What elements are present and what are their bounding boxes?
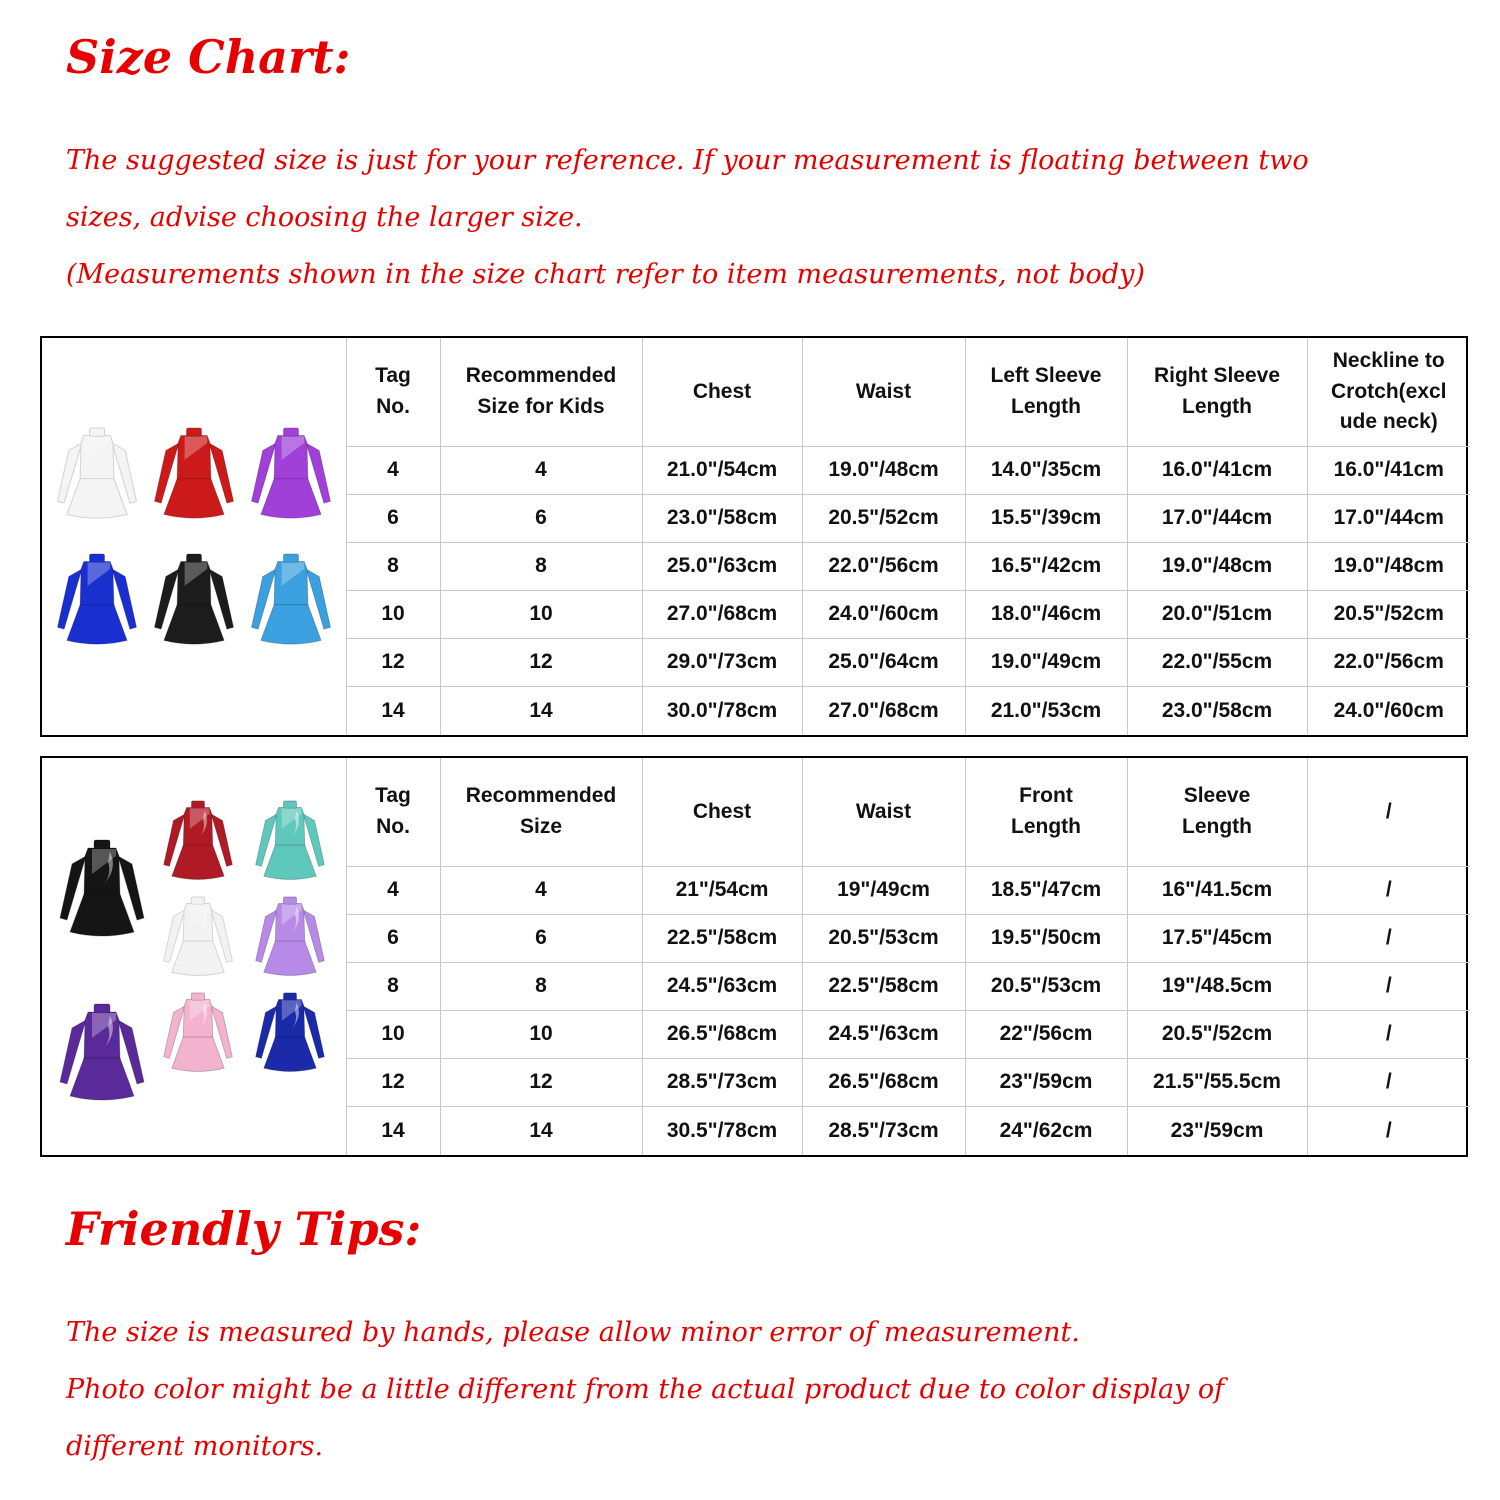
column-header-line: Tag: [375, 364, 411, 388]
table-cell: 21.0"/53cm: [965, 686, 1127, 735]
column-header-line: Size for Kids: [477, 394, 605, 418]
table-cell: 19.0"/48cm: [1307, 542, 1470, 590]
table-cell: 28.5"/73cm: [642, 1058, 802, 1106]
table-cell: 8: [440, 542, 642, 590]
dress-photo: [50, 539, 144, 661]
table-cell: 18.5"/47cm: [965, 866, 1127, 914]
column-header-line: Length: [1011, 394, 1081, 418]
column-header-line: Waist: [855, 799, 912, 823]
table-cell: 22.0"/55cm: [1127, 638, 1307, 686]
column-header: [802, 338, 965, 446]
table-cell: 4: [440, 446, 642, 494]
table-cell: 30.5"/78cm: [642, 1106, 802, 1155]
column-header: [440, 758, 642, 866]
table-cell: 14: [346, 1106, 440, 1155]
column-header-line: Recommended: [465, 784, 617, 808]
dress-photo: [156, 892, 240, 982]
column-header-line: Sleeve: [1183, 784, 1251, 808]
column-header-line: Length: [1182, 814, 1252, 838]
dress-photo: [50, 413, 144, 535]
table-cell: 12: [440, 1058, 642, 1106]
table-cell: 28.5"/73cm: [802, 1106, 965, 1155]
size-table-2-grid: [42, 758, 1470, 1155]
tips-text: [66, 1304, 1470, 1475]
dress-photo: [244, 413, 338, 535]
table-cell: 22.5"/58cm: [802, 962, 965, 1010]
table-cell: 22"/56cm: [965, 1010, 1127, 1058]
size-table-1-grid: [42, 338, 1470, 735]
table-cell: 16"/41.5cm: [1127, 866, 1307, 914]
dress-photo: [244, 539, 338, 661]
column-header-line: Right Sleeve: [1153, 364, 1281, 388]
table-cell: /: [1307, 1058, 1470, 1106]
table-cell: /: [1307, 962, 1470, 1010]
header-row: [42, 338, 1470, 446]
table-cell: 19.0"/48cm: [802, 446, 965, 494]
table-cell: 26.5"/68cm: [802, 1058, 965, 1106]
size-table-1: [40, 336, 1468, 737]
table-cell: /: [1307, 866, 1470, 914]
table-cell: 27.0"/68cm: [802, 686, 965, 735]
table-cell: 15.5"/39cm: [965, 494, 1127, 542]
product-photos: [42, 758, 346, 1155]
table-cell: 24.5"/63cm: [802, 1010, 965, 1058]
column-header: [965, 758, 1127, 866]
column-header: [440, 338, 642, 446]
column-header-line: Waist: [855, 379, 912, 403]
table-cell: 17.0"/44cm: [1127, 494, 1307, 542]
size-table-2: [40, 756, 1468, 1157]
table-cell: 12: [346, 638, 440, 686]
table-cell: 16.5"/42cm: [965, 542, 1127, 590]
table-cell: /: [1307, 1106, 1470, 1155]
table-cell: 23.0"/58cm: [1127, 686, 1307, 735]
table-cell: 17.0"/44cm: [1307, 494, 1470, 542]
table-cell: 23.0"/58cm: [642, 494, 802, 542]
column-header-line: No.: [376, 814, 410, 838]
table-cell: 10: [440, 590, 642, 638]
tip-line: Photo color might be a little different from the actual product due to color display of: [66, 1374, 1225, 1405]
size-chart-title: Size Chart:: [66, 30, 351, 84]
table-cell: 10: [440, 1010, 642, 1058]
tip-line: The size is measured by hands, please allow minor error of measurement.: [66, 1317, 1080, 1348]
table-cell: 4: [440, 866, 642, 914]
table-cell: 24.5"/63cm: [642, 962, 802, 1010]
table-cell: 22.0"/56cm: [1307, 638, 1470, 686]
table-cell: 19.5"/50cm: [965, 914, 1127, 962]
table-cell: 8: [346, 542, 440, 590]
column-header: [346, 338, 440, 446]
table-cell: 19"/48.5cm: [1127, 962, 1307, 1010]
table-cell: 21.0"/54cm: [642, 446, 802, 494]
table-cell: 6: [346, 494, 440, 542]
table-cell: 12: [346, 1058, 440, 1106]
table-cell: 6: [440, 494, 642, 542]
column-header: [965, 338, 1127, 446]
tip-line: different monitors.: [66, 1431, 324, 1462]
table-cell: 23"/59cm: [1127, 1106, 1307, 1155]
column-header-line: Crotch(excl: [1330, 379, 1447, 403]
product-photos: [42, 338, 346, 735]
table-cell: 29.0"/73cm: [642, 638, 802, 686]
table-cell: 23"/59cm: [965, 1058, 1127, 1106]
table-cell: 22.0"/56cm: [802, 542, 965, 590]
column-header-line: Chest: [692, 799, 752, 823]
dress-photo: [52, 988, 152, 1118]
table-cell: 20.5"/52cm: [1127, 1010, 1307, 1058]
column-header-line: Length: [1182, 394, 1252, 418]
table-cell: 14: [440, 1106, 642, 1155]
table-cell: 20.5"/53cm: [802, 914, 965, 962]
intro-line: The suggested size is just for your reference. If your measurement is floating between two: [66, 145, 1309, 176]
table-cell: 17.5"/45cm: [1127, 914, 1307, 962]
table-cell: 4: [346, 866, 440, 914]
table-cell: 16.0"/41cm: [1307, 446, 1470, 494]
column-header: [1307, 338, 1470, 446]
table-cell: 14: [440, 686, 642, 735]
column-header-line: Tag: [375, 784, 411, 808]
dress-photo: [147, 539, 241, 661]
table-cell: 6: [346, 914, 440, 962]
table-cell: 25.0"/63cm: [642, 542, 802, 590]
dress-photo: [248, 892, 332, 982]
column-header: [1127, 338, 1307, 446]
table-cell: 16.0"/41cm: [1127, 446, 1307, 494]
dress-photo: [52, 824, 152, 954]
table-cell: 8: [440, 962, 642, 1010]
intro-line: (Measurements shown in the size chart refer to item measurements, not body): [66, 259, 1145, 290]
column-header: [1307, 758, 1470, 866]
table-cell: 21"/54cm: [642, 866, 802, 914]
table-cell: 22.5"/58cm: [642, 914, 802, 962]
table-cell: 10: [346, 590, 440, 638]
table-cell: 27.0"/68cm: [642, 590, 802, 638]
dress-photo: [156, 988, 240, 1078]
friendly-tips-title: Friendly Tips:: [66, 1202, 422, 1256]
table-cell: 20.5"/52cm: [802, 494, 965, 542]
table-cell: 19.0"/48cm: [1127, 542, 1307, 590]
column-header: [642, 338, 802, 446]
column-header: [642, 758, 802, 866]
table-cell: 24.0"/60cm: [1307, 686, 1470, 735]
column-header-line: Chest: [692, 379, 752, 403]
table-cell: 12: [440, 638, 642, 686]
column-header-line: Neckline to: [1332, 349, 1445, 373]
table-cell: 14: [346, 686, 440, 735]
table-cell: 21.5"/55.5cm: [1127, 1058, 1307, 1106]
column-header: [1127, 758, 1307, 866]
table-cell: /: [1307, 914, 1470, 962]
table-cell: 30.0"/78cm: [642, 686, 802, 735]
dress-photo: [248, 796, 332, 886]
table-cell: 20.0"/51cm: [1127, 590, 1307, 638]
table-cell: 24"/62cm: [965, 1106, 1127, 1155]
table-cell: 20.5"/52cm: [1307, 590, 1470, 638]
column-header-line: /: [1385, 799, 1392, 823]
table-cell: 20.5"/53cm: [965, 962, 1127, 1010]
table-cell: 19.0"/49cm: [965, 638, 1127, 686]
header-row: [42, 758, 1470, 866]
intro-line: sizes, advise choosing the larger size.: [66, 202, 583, 233]
table-cell: 19"/49cm: [802, 866, 965, 914]
table-cell: 6: [440, 914, 642, 962]
column-header-line: Front: [1019, 784, 1073, 808]
dress-photo: [147, 413, 241, 535]
column-header-line: No.: [376, 394, 410, 418]
table-cell: 8: [346, 962, 440, 1010]
table-cell: 24.0"/60cm: [802, 590, 965, 638]
column-header-line: Recommended: [465, 364, 617, 388]
table-cell: /: [1307, 1010, 1470, 1058]
column-header-line: Left Sleeve: [990, 364, 1102, 388]
table-cell: 26.5"/68cm: [642, 1010, 802, 1058]
table-cell: 10: [346, 1010, 440, 1058]
table-cell: 4: [346, 446, 440, 494]
table-cell: 18.0"/46cm: [965, 590, 1127, 638]
dress-photo: [248, 988, 332, 1078]
column-header-line: Length: [1011, 814, 1081, 838]
intro-text: [66, 132, 1470, 303]
column-header: [346, 758, 440, 866]
table-cell: 14.0"/35cm: [965, 446, 1127, 494]
dress-photo: [156, 796, 240, 886]
column-header-line: Size: [519, 814, 563, 838]
table-cell: 25.0"/64cm: [802, 638, 965, 686]
column-header: [802, 758, 965, 866]
column-header-line: ude neck): [1339, 409, 1438, 433]
